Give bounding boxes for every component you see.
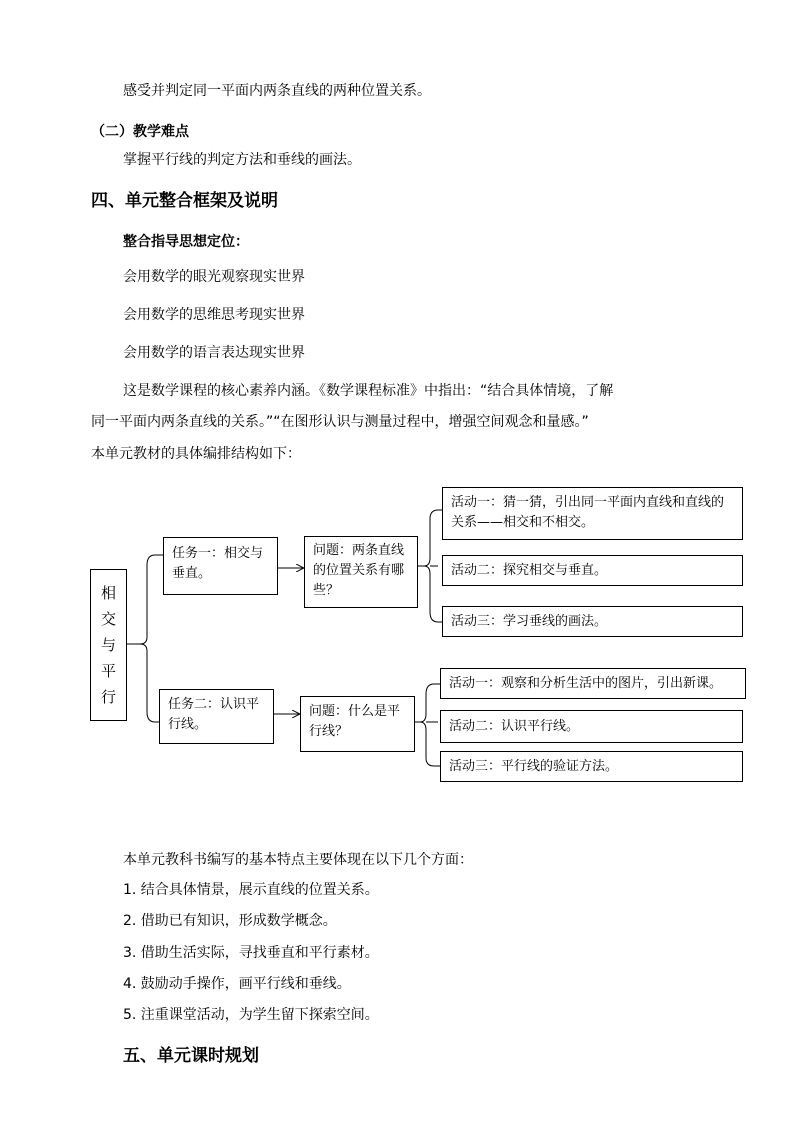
task1-label: 任务一：相交与垂直。 [172, 546, 264, 581]
guide-item: 会用数学的思维思考现实世界 [123, 307, 305, 323]
section4-heading: 四、单元整合框架及说明 [91, 191, 278, 211]
task1-activity-node [442, 606, 743, 637]
difficulty-text: 掌握平行线的判定方法和垂线的画法。 [123, 152, 361, 168]
standard-paragraph-line1: 这是数学课程的核心素养内涵。《数学课程标准》中指出：“结合具体情境，了解 [123, 383, 614, 399]
activity-label: 活动一：猜一猜，引出同一平面内直线和直线的关系——相交和不相交。 [451, 495, 725, 530]
task1-activity-node [442, 487, 743, 540]
feature-item: 3. 借助生活实际，寻找垂直和平行素材。 [123, 945, 379, 961]
task2-activity-node [440, 710, 743, 743]
activity-label: 活动一：观察和分析生活中的图片，引出新课。 [449, 676, 723, 691]
feature-item: 4. 鼓励动手操作，画平行线和垂线。 [123, 976, 351, 992]
task1-activity-node [442, 555, 743, 586]
task2-question: 问题：什么是平行线？ [309, 704, 401, 739]
task2-question-node [300, 696, 415, 752]
guide-item: 会用数学的眼光观察现实世界 [123, 269, 305, 285]
guide-item: 会用数学的语言表达现实世界 [123, 345, 305, 361]
task1-question: 问题：两条直线的位置关系有哪些？ [313, 543, 405, 598]
difficulty-heading: （二）教学难点 [91, 124, 189, 140]
root-node [90, 569, 127, 721]
task2-activity-node [440, 751, 743, 782]
feature-item: 2. 借助已有知识，形成数学概念。 [123, 913, 337, 929]
root-label: 相交与平行 [100, 584, 116, 706]
activity-label: 活动二：认识平行线。 [449, 719, 580, 734]
activity-label: 活动二：探究相交与垂直。 [451, 563, 608, 578]
task1-question-node [304, 536, 418, 608]
intro-line: 感受并判定同一平面内两条直线的两种位置关系。 [123, 83, 431, 99]
section5-heading: 五、单元课时规划 [123, 1046, 259, 1066]
activity-label: 活动三：平行线的验证方法。 [449, 759, 619, 774]
structure-intro: 本单元教材的具体编排结构如下： [91, 446, 301, 462]
task2-label: 任务二：认识平行线。 [168, 697, 260, 732]
feature-item: 1. 结合具体情景，展示直线的位置关系。 [123, 882, 379, 898]
features-intro: 本单元教科书编写的基本特点主要体现在以下几个方面： [123, 852, 473, 868]
feature-item: 5. 注重课堂活动，为学生留下探索空间。 [123, 1007, 379, 1023]
standard-paragraph-line2: 同一平面内两条直线的关系。”“在图形认识与测量过程中，增强空间观念和量感。” [91, 414, 589, 430]
guide-heading: 整合指导思想定位： [123, 234, 249, 250]
activity-label: 活动三：学习垂线的画法。 [451, 614, 608, 629]
task1-node [163, 537, 278, 595]
task2-node [159, 689, 274, 744]
task2-activity-node [440, 668, 746, 699]
